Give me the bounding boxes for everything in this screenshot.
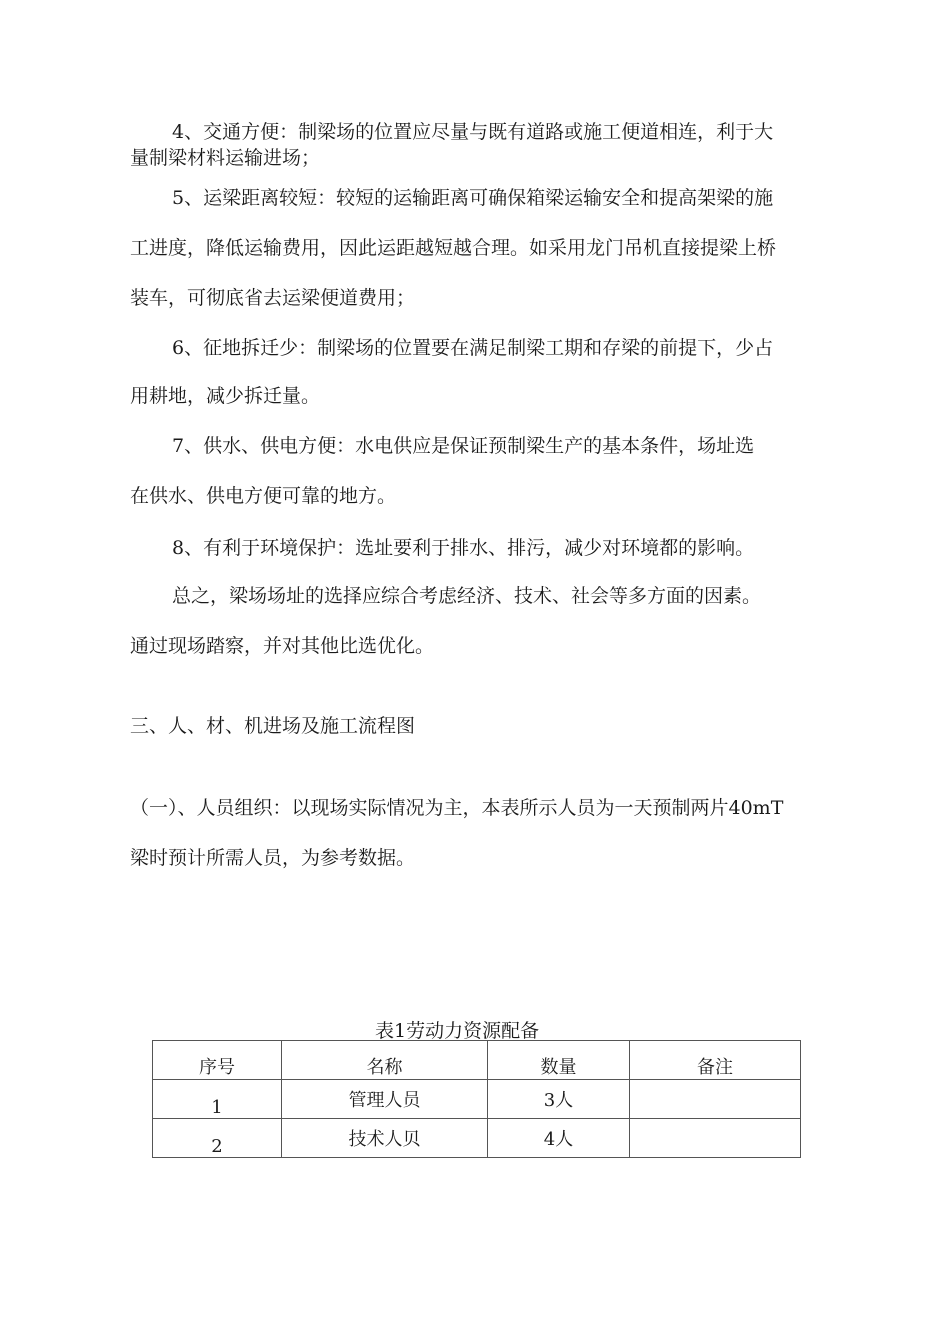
- paragraph-8-line-1: 8、有利于环境保护：选址要利于排水、排污，减少对环境都的影响。: [172, 537, 755, 559]
- cell-index: 2: [153, 1119, 282, 1158]
- paragraph-6-line-2: 用耕地，减少拆迁量。: [130, 385, 321, 407]
- paragraph-7-line-1: 7、供水、供电方便：水电供应是保证预制梁生产的基本条件，场址选: [172, 435, 755, 457]
- summary-line-2: 通过现场踏察，并对其他比选优化。: [130, 635, 435, 657]
- cell-quantity: 3人: [488, 1080, 630, 1119]
- cell-quantity: 4人: [488, 1119, 630, 1158]
- paragraph-5-line-3: 装车，可彻底省去运梁便道费用；: [130, 287, 416, 309]
- header-cell-quantity: 数量: [488, 1041, 630, 1080]
- paragraph-5-line-2: 工进度，降低运输费用，因此运距越短越合理。如采用龙门吊机直接提梁上桥: [130, 237, 777, 259]
- paragraph-6-line-1: 6、征地拆迁少：制梁场的位置要在满足制梁工期和存梁的前提下，少占: [172, 337, 774, 359]
- paragraph-5-line-1: 5、运梁距离较短：较短的运输距离可确保箱梁运输安全和提高架梁的施: [172, 187, 774, 209]
- table-row: [153, 1119, 801, 1158]
- cell-remarks: [630, 1080, 801, 1119]
- table-caption: 表1劳动力资源配备: [375, 1020, 540, 1042]
- header-cell-name: 名称: [282, 1041, 488, 1080]
- header-cell-remarks: 备注: [630, 1041, 801, 1080]
- cell-remarks: [630, 1119, 801, 1158]
- header-cell-index: 序号: [153, 1041, 282, 1080]
- paragraph-4-line-1: 4、交通方便：制梁场的位置应尽量与既有道路或施工便道相连，利于大: [172, 121, 774, 143]
- section-heading: 三、人、材、机进场及施工流程图: [130, 715, 416, 737]
- cell-name: 管理人员: [282, 1080, 488, 1119]
- table-header-row: [153, 1041, 801, 1080]
- table-row: [153, 1080, 801, 1119]
- personnel-line-2: 梁时预计所需人员，为参考数据。: [130, 847, 416, 869]
- labor-resource-table: [152, 1040, 801, 1158]
- cell-index: 1: [153, 1080, 282, 1119]
- paragraph-7-line-2: 在供水、供电方便可靠的地方。: [130, 485, 397, 507]
- paragraph-4-line-2: 量制梁材料运输进场；: [130, 147, 321, 169]
- personnel-line-1: （一）、人员组织：以现场实际情况为主，本表所示人员为一天预制两片40mT: [130, 797, 784, 819]
- cell-name: 技术人贝: [282, 1119, 488, 1158]
- summary-line-1: 总之，梁场场址的选择应综合考虑经济、技术、社会等多方面的因素。: [172, 585, 762, 607]
